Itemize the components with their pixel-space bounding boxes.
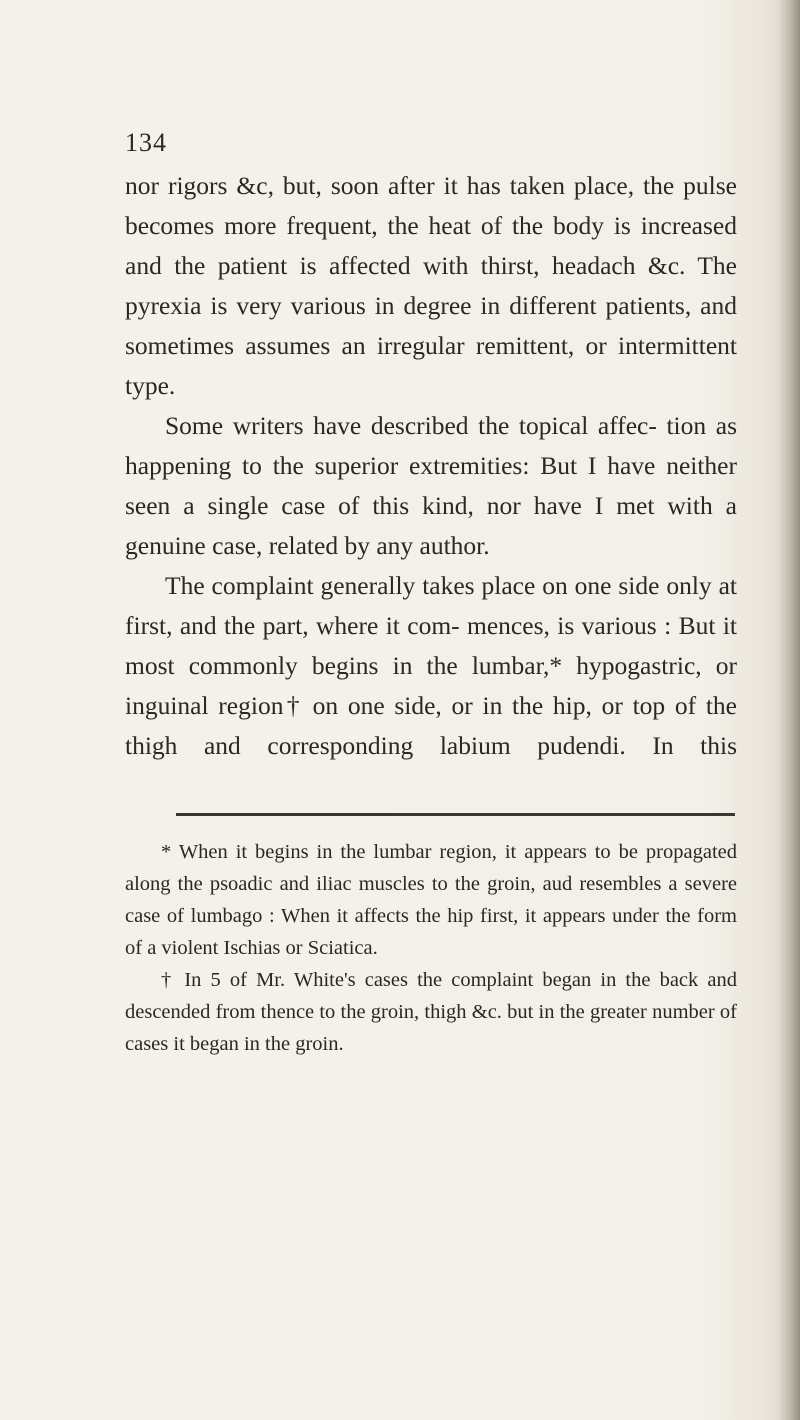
paragraph-topical-affection: Some writers have described the topical affec- tion as happening to the superior extremities: But I have neither seen a single case of this kind, nor have I met with a genuine case, related by any author. [125, 411, 737, 560]
page-edge-shadow [778, 0, 800, 1420]
footnotes [125, 836, 737, 1060]
footnote-lumbar: * When it begins in the lumbar region, it appears to be propagated along the psoadic and iliac muscles to the groin, aud resembles a severe case of lumbago : When it affects the hip first, it appears under the form of a violent Ischias or Sciatica. [125, 841, 737, 959]
footnote-rule [176, 813, 735, 816]
footnote-white-cases: † In 5 of Mr. White's cases the complaint began in the back and descended from thence to the groin, thigh &c. but in the greater number of cases it began in the groin. [125, 969, 737, 1055]
page-number: 134 [125, 128, 167, 157]
paragraph-pyrexia: nor rigors &c, but, soon after it has taken place, the pulse becomes more frequent, the heat of the body is increased and the patient is affected with thirst, headach &c. The pyrexia is very various in degree in different patients, and sometimes assumes an irregular remittent, or intermittent type. [125, 171, 737, 400]
main-text [125, 166, 737, 766]
paragraph-complaint-onset: The complaint generally takes place on one side only at first, and the part, where it com- mences, is various : But it most commonly begins in the lumbar,* hypogastric, or inguinal region† on one side, or in the hip, or top of the thigh and corresponding labium pudendi. In this [125, 571, 737, 760]
